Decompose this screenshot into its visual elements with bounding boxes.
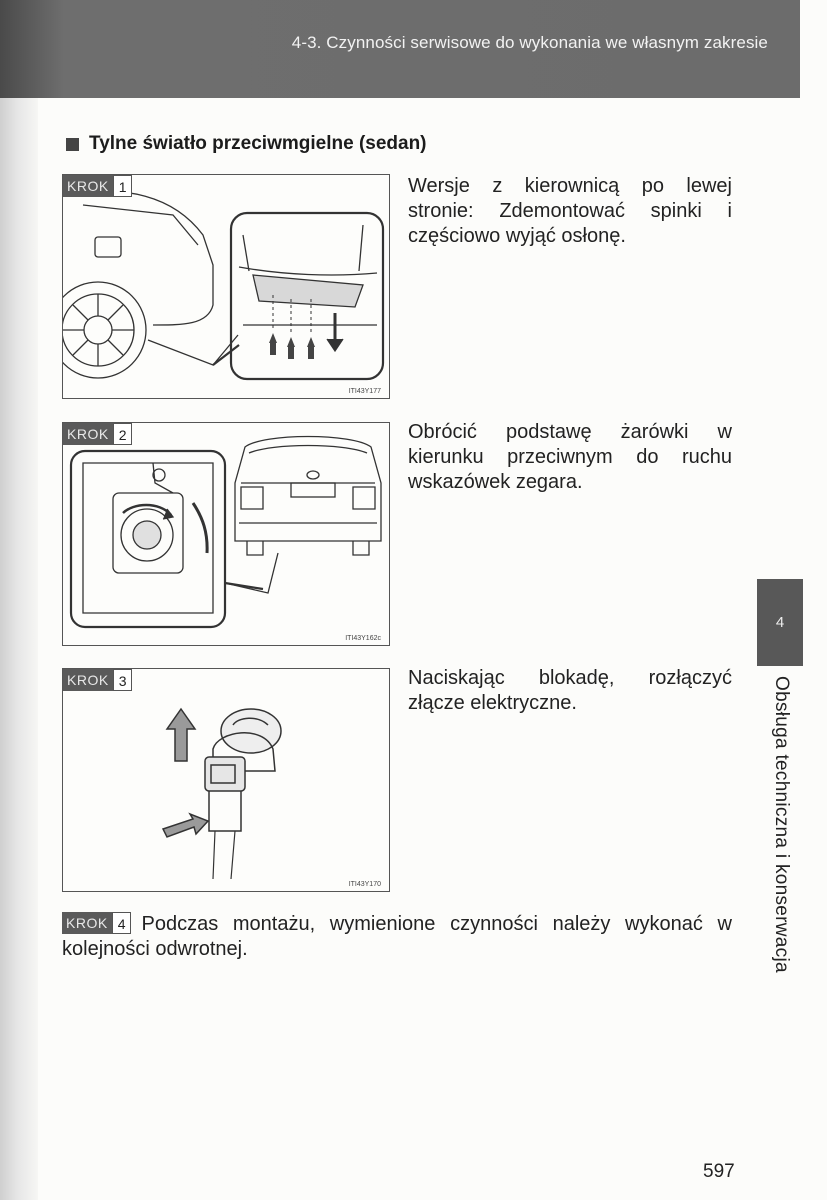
figure-code: ITI43Y170 bbox=[348, 881, 381, 888]
step2-figure bbox=[62, 422, 390, 646]
page-binding-shadow bbox=[0, 0, 38, 1200]
step3-badge bbox=[63, 669, 132, 691]
step2-badge bbox=[63, 423, 132, 445]
step4-badge bbox=[62, 912, 131, 934]
figure-code: ITI43Y177 bbox=[348, 388, 381, 395]
krok-label: KROK bbox=[63, 175, 113, 197]
chapter-label: Obsługa techniczna i konserwacja bbox=[771, 676, 792, 973]
step-number: 3 bbox=[113, 669, 133, 691]
header-bar bbox=[0, 0, 800, 98]
page-number: 597 bbox=[703, 1161, 735, 1182]
connector-release-illustration bbox=[63, 669, 389, 891]
section-title-text: Tylne światło przeciwmgielne (sedan) bbox=[89, 133, 427, 154]
chapter-number: 4 bbox=[775, 614, 785, 631]
krok-label: KROK bbox=[63, 669, 113, 691]
car-rear-clips-illustration bbox=[63, 175, 389, 398]
step-number: 4 bbox=[112, 912, 132, 934]
step4-text: Podczas montażu, wymienione czynności należy wykonać w kolejności odwrotnej. bbox=[62, 913, 732, 960]
section-title bbox=[66, 133, 427, 155]
step1-text: Wersje z kierownicą po lewej stronie: Zdemontować spinki i częściowo wyjąć osłonę. bbox=[408, 175, 732, 247]
step3-figure bbox=[62, 668, 390, 892]
step3-text: Naciskając blokadę, rozłączyć złącze elektryczne. bbox=[408, 667, 732, 714]
square-bullet-icon bbox=[66, 138, 79, 151]
chapter-tab bbox=[757, 579, 803, 666]
step-number: 2 bbox=[113, 423, 133, 445]
step4-paragraph bbox=[62, 912, 732, 962]
header-section-title: 4-3. Czynności serwisowe do wykonania we własnym zakresie bbox=[291, 33, 768, 52]
krok-label: KROK bbox=[63, 423, 113, 445]
krok-label: KROK bbox=[62, 912, 112, 934]
step1-figure bbox=[62, 174, 390, 399]
step-number: 1 bbox=[113, 175, 133, 197]
step2-text: Obrócić podstawę żarówki w kierunku przeciwnym do ruchu wskazówek zegara. bbox=[408, 421, 732, 493]
bulb-base-rotation-illustration bbox=[63, 423, 389, 645]
step1-badge bbox=[63, 175, 132, 197]
figure-code: ITI43Y162c bbox=[345, 635, 381, 642]
